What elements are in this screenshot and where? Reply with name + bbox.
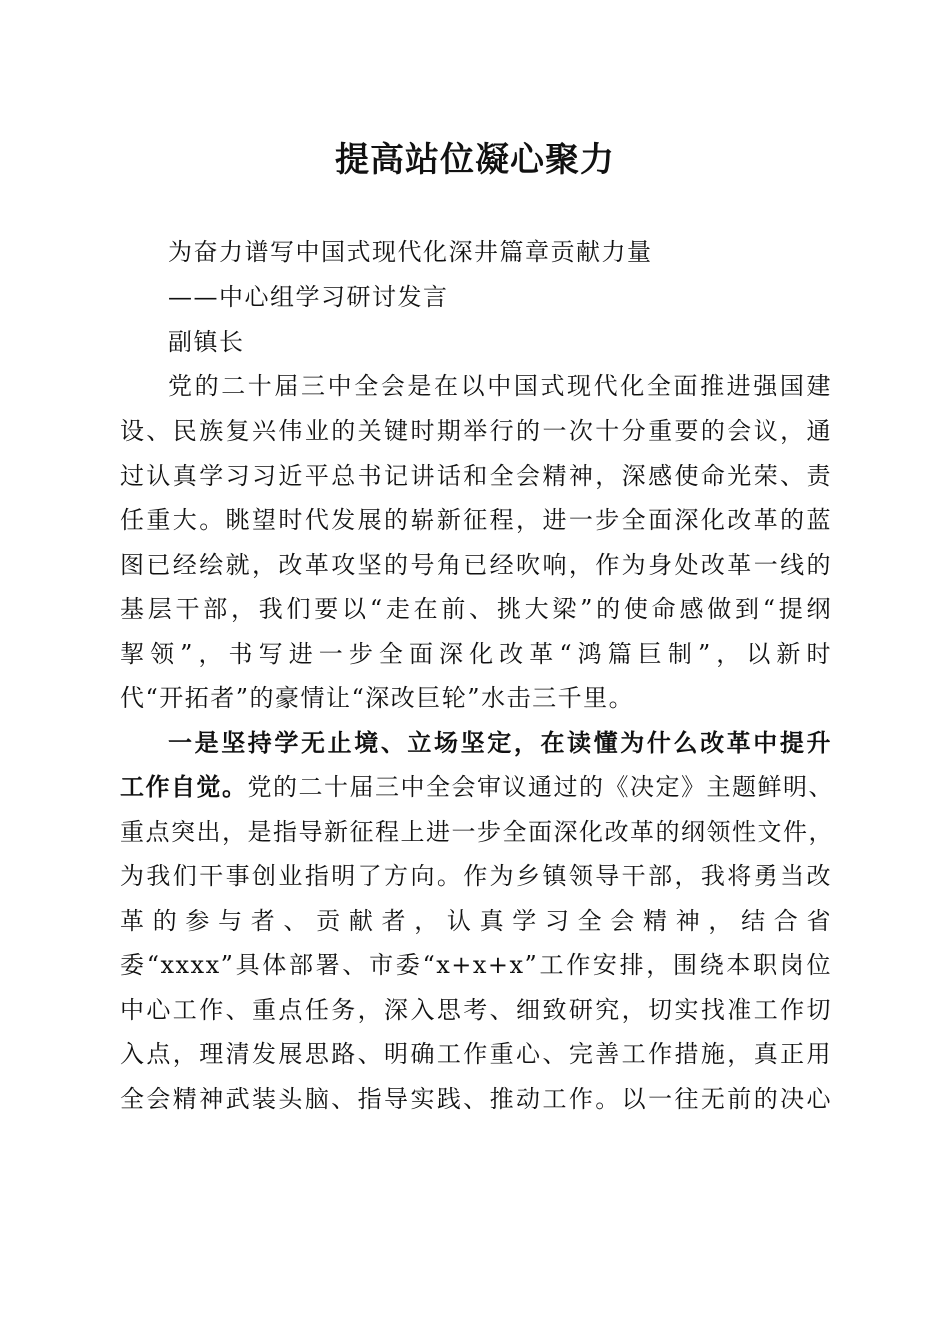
paragraph-line: 设、民族复兴伟业的关键时期举行的一次十分重要的会议，通	[120, 417, 832, 445]
paragraph-text: 党的二十届三中全会审议通过的《决定》主题鲜明、	[247, 773, 834, 801]
paragraph-line: 重点突出，是指导新征程上进一步全面深化改革的纲领性文件，	[120, 818, 834, 846]
section-heading-line: 一是坚持学无止境、立场坚定，在读懂为什么改革中提升	[168, 728, 832, 757]
document-title: 提高站位凝心聚力	[335, 140, 615, 180]
paragraph-line-mixed	[120, 765, 832, 809]
paragraph-line: 全会精神武装头脑、指导实践、推动工作。以一往无前的决心	[120, 1085, 832, 1113]
paragraph-line: 入点，理清发展思路、明确工作重心、完善工作措施，真正用	[120, 1040, 832, 1068]
paragraph-line: 中心工作、重点任务，深入思考、细致研究，切实找准工作切	[120, 996, 832, 1024]
document-subtitle: 为奋力谱写中国式现代化深井篇章贡献力量	[168, 238, 653, 266]
paragraph-line: 挈领”，书写进一步全面深化改革“鸿篇巨制”，以新时	[120, 640, 832, 668]
paragraph-line: 党的二十届三中全会是在以中国式现代化全面推进强国建	[168, 372, 832, 400]
paragraph-line: 委“xxxx”具体部署、市委“x+x+x”工作安排，围绕本职岗位	[120, 951, 832, 979]
paragraph-line: 代“开拓者”的豪情让“深改巨轮”水击三千里。	[120, 684, 635, 712]
paragraph-line: 基层干部，我们要以“走在前、挑大梁”的使命感做到“提纲	[120, 595, 832, 623]
paragraph-line: 图已经绘就，改革攻坚的号角已经吹响，作为身处改革一线的	[120, 551, 832, 579]
paragraph-line: 任重大。眺望时代发展的崭新征程，进一步全面深化改革的蓝	[120, 506, 832, 534]
paragraph-line: 为我们干事创业指明了方向。作为乡镇领导干部，我将勇当改	[120, 862, 832, 890]
section-heading-tail: 工作自觉。	[120, 772, 248, 801]
paragraph-line: 过认真学习习近平总书记讲话和全会精神，深感使命光荣、责	[120, 462, 832, 490]
paragraph-line: 革的参与者、贡献者，认真学习全会精神，结合省	[120, 907, 832, 935]
document-subheading: ——中心组学习研讨发言	[168, 283, 449, 311]
author-role: 副镇长	[168, 328, 245, 356]
